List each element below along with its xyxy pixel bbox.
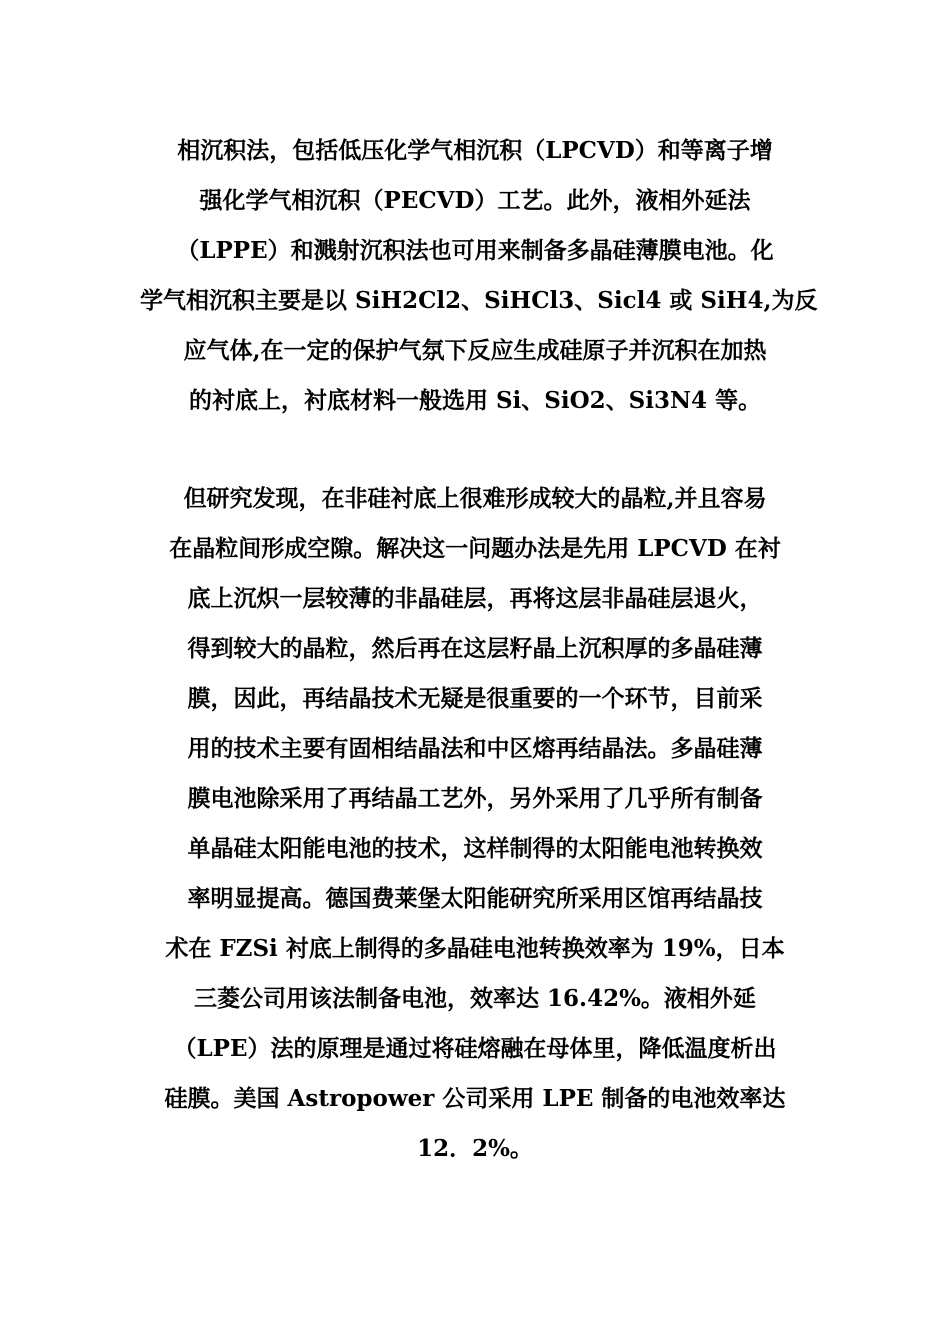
text-line: 术在 FZSi 衬底上制得的多晶硅电池转换效率为 19%，日本 — [165, 935, 785, 962]
text-line: 但研究发现，在非硅衬底上很难形成较大的晶粒,并且容易 — [183, 485, 767, 512]
text-line: 底上沉炽一层较薄的非晶硅层，再将这层非晶硅层退火， — [187, 585, 763, 612]
text-line: 强化学气相沉积（PECVD）工艺。此外，液相外延法 — [199, 187, 751, 214]
text-line: 学气相沉积主要是以 SiH2Cl2、SiHCl3、Sicl4 或 SiH4,为反 — [140, 287, 818, 314]
text-line: 膜，因此，再结晶技术无疑是很重要的一个环节，目前采 — [187, 685, 763, 712]
text-line: 应气体,在一定的保护气氛下反应生成硅原子并沉积在加热 — [183, 337, 767, 364]
text-line: 在晶粒间形成空隙。解决这一问题办法是先用 LPCVD 在衬 — [169, 535, 781, 562]
text-line: （LPPE）和溅射沉积法也可用来制备多晶硅薄膜电池。化 — [176, 237, 774, 264]
text-line: 单晶硅太阳能电池的技术，这样制得的太阳能电池转换效 — [187, 835, 763, 862]
text-line: 硅膜。美国 Astropower 公司采用 LPE 制备的电池效率达 — [164, 1085, 786, 1112]
paragraph-recrystallization — [140, 474, 810, 1174]
text-line: 率明显提高。德国费莱堡太阳能研究所采用区馆再结晶技 — [187, 885, 763, 912]
text-line: 得到较大的晶粒，然后再在这层籽晶上沉积厚的多晶硅薄 — [187, 635, 763, 662]
text-line: （LPE）法的原理是通过将硅熔融在母体里，降低温度析出 — [173, 1035, 777, 1062]
text-line: 膜电池除采用了再结晶工艺外，另外采用了几乎所有制备 — [187, 785, 763, 812]
text-line: 12．2%。 — [417, 1135, 533, 1162]
text-line: 用的技术主要有固相结晶法和中区熔再结晶法。多晶硅薄 — [187, 735, 763, 762]
text-line: 三菱公司用该法制备电池，效率达 16.42%。液相外延 — [194, 985, 756, 1012]
text-line: 相沉积法，包括低压化学气相沉积（LPCVD）和等离子增 — [177, 137, 773, 164]
text-line: 的衬底上，衬底材料一般选用 Si、SiO2、Si3N4 等。 — [188, 387, 762, 414]
paragraph-deposition-methods — [140, 126, 818, 426]
